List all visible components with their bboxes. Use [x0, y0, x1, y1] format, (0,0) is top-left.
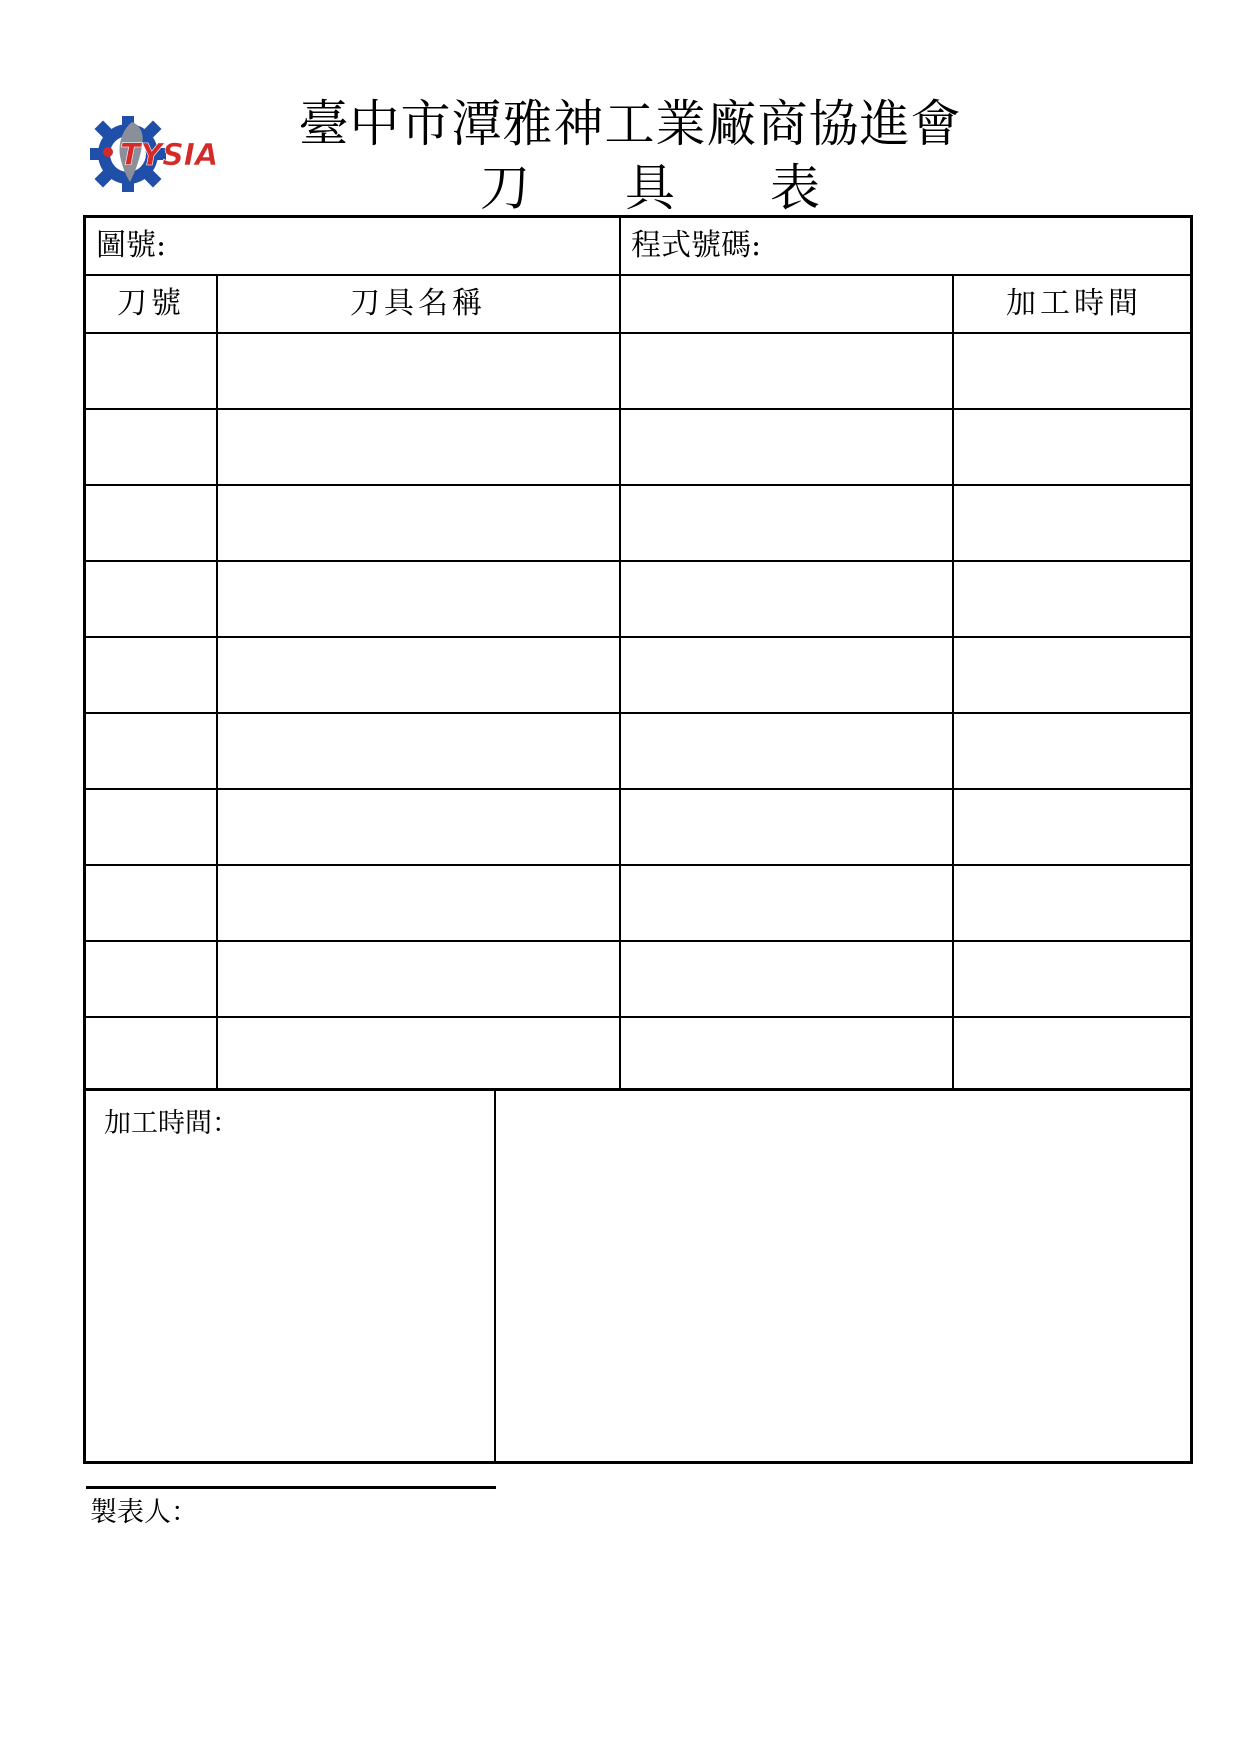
divider: [86, 274, 1190, 276]
table-row: [86, 940, 1190, 942]
divider: [86, 332, 1190, 334]
col-header-tool-name: 刀具名稱: [350, 286, 486, 321]
form-subtitle: [480, 158, 820, 218]
tysia-logo: [86, 112, 236, 196]
table-bottom-border: [86, 1088, 1190, 1091]
table-row: [86, 636, 1190, 638]
machining-time-label: 加工時間：: [104, 1108, 239, 1139]
divider: [86, 1486, 496, 1489]
subtitle-char-1: 刀: [480, 159, 530, 217]
program-number-label: 程式號碼:: [631, 228, 762, 263]
author-label: 製表人：: [90, 1497, 198, 1528]
small-gear-icon: [103, 147, 113, 157]
col-header-machining-time-label: 加工時間: [1006, 286, 1142, 321]
table-row: [86, 1016, 1190, 1018]
subtitle-char-2: 具: [625, 159, 675, 217]
form-frame: [83, 215, 1193, 1464]
divider: [494, 1090, 496, 1461]
table-row: [86, 484, 1190, 486]
subtitle-char-3: 表: [770, 159, 820, 217]
col-header-tool-no: 刀號: [117, 286, 185, 321]
table-row: [86, 788, 1190, 790]
table-row: [86, 712, 1190, 714]
table-row: [86, 560, 1190, 562]
divider: [216, 274, 218, 1088]
divider: [619, 218, 621, 1088]
col-header-machining-time: [954, 286, 1190, 322]
logo-text: TYSIA: [120, 138, 219, 173]
drawing-number-label: 圖號:: [96, 228, 167, 263]
table-row: [86, 864, 1190, 866]
org-title: 臺中市潭雅神工業廠商協進會: [298, 95, 962, 153]
divider: [952, 274, 954, 1088]
table-row: [86, 408, 1190, 410]
